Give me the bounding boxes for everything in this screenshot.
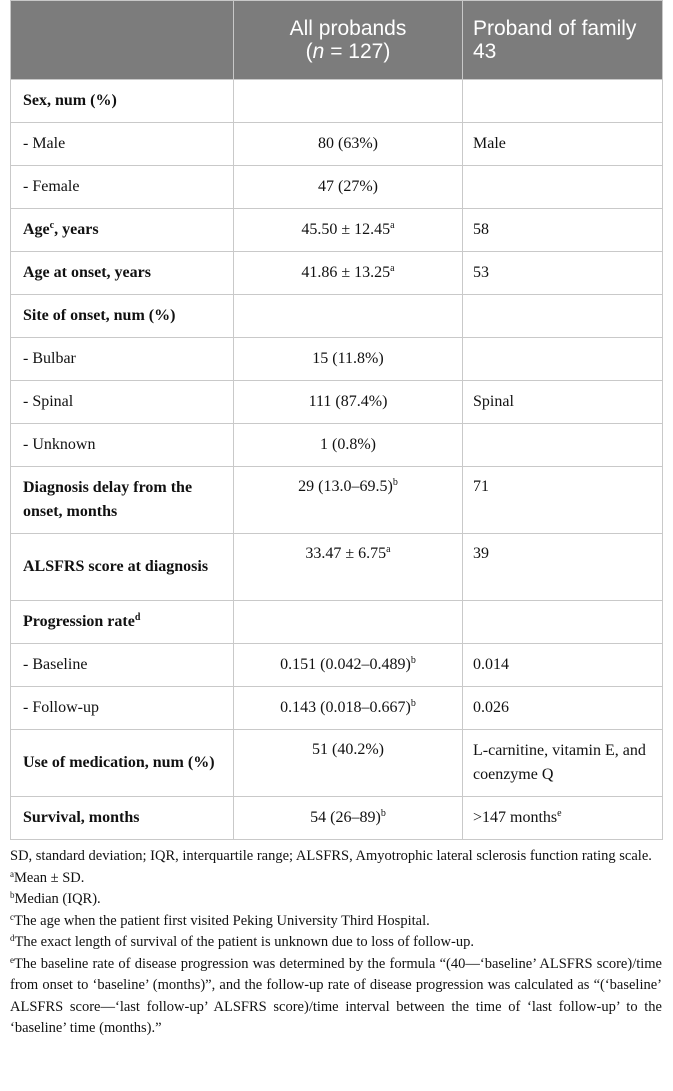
all-probands-value: 51 (40.2%) [234, 730, 463, 797]
all-probands-value: 1 (0.8%) [234, 424, 463, 467]
header-proband-family: Proband of family 43 [463, 1, 663, 80]
table-row [11, 252, 663, 295]
all-probands-value: 54 $(26-89)^b$ [234, 797, 463, 840]
row-label: Diagnosis delay from the onset, months [11, 467, 234, 534]
row-label: Site of onset, num (%) [11, 295, 234, 338]
row-label: ALSFRS score at diagnosis [11, 534, 234, 601]
footnote-b: $^b$Median (IQR). [10, 890, 101, 907]
family-value: 53 [463, 252, 663, 295]
row-label: Sex, num (%) [11, 80, 234, 123]
family-value [463, 424, 663, 467]
table-row [11, 601, 663, 644]
table-row [11, 687, 663, 730]
all-probands-value: 0.151 $(0.042-0.489)^b$ [234, 644, 463, 687]
all-probands-value [234, 80, 463, 123]
all-probands-value: 111 (87.4%) [234, 381, 463, 424]
footnote-a: $^a$Mean ± SD. [10, 868, 85, 886]
row-label: Use of medication, num (%) [11, 730, 234, 797]
header-row [11, 1, 663, 80]
row-label: - Spinal [11, 381, 234, 424]
family-value: L-carnitine, vitamin E, and coenzyme Q [463, 730, 663, 797]
family-value [463, 166, 663, 209]
family-value [463, 295, 663, 338]
header-all-probands: All probands (n = 127) [234, 1, 463, 80]
footnote-c: $^c$The age when the patient first visited Peking University Third Hospital. [10, 911, 430, 929]
row-label: - Female [11, 166, 234, 209]
all-probands-value: 47 (27%) [234, 166, 463, 209]
table-row [11, 424, 663, 467]
family-value: Male [463, 123, 663, 166]
table-row [11, 338, 663, 381]
family-value: Spinal [463, 381, 663, 424]
table-row [11, 166, 663, 209]
all-probands-value: 33.47 ± 6.75$^a$ [234, 534, 463, 601]
table-footnotes [10, 846, 662, 1040]
family-value: 0.014 [463, 644, 663, 687]
table-row [11, 644, 663, 687]
family-value: 0.026 [463, 687, 663, 730]
abbreviations-note: SD, standard deviation; IQR, interquartile range; ALSFRS, Amyotrophic lateral sclerosis function rating scale. [10, 848, 652, 864]
footnote-e: $^e$The baseline rate of disease progression was determined by the formula “(40—‘baseline’ ALSFRS score)/time from onset to ‘baseline’ (months)”, and the follow-up rate of disease progression was calculated as “(‘baseline’ ALSFRS score—‘last follow-up’ ALSFRS score)/time interval between the time of ‘last follow-up’ to the ‘baseline’ time (months).” [10, 954, 662, 1036]
table-row [11, 80, 663, 123]
characteristics-table [10, 0, 663, 840]
footnote-d: $^d$The exact length of survival of the patient is unknown due to loss of follow-up. [10, 933, 474, 950]
all-probands-value: 80 (63%) [234, 123, 463, 166]
row-label: - Baseline [11, 644, 234, 687]
row-label: Age$^c$, years [11, 209, 234, 252]
table-row [11, 534, 663, 601]
row-label: Survival, months [11, 797, 234, 840]
table-row [11, 381, 663, 424]
table-row [11, 730, 663, 797]
family-value: 58 [463, 209, 663, 252]
row-label: - Male [11, 123, 234, 166]
all-probands-value: 0.143 $(0.018-0.667)^b$ [234, 687, 463, 730]
table-row [11, 123, 663, 166]
family-value [463, 80, 663, 123]
row-label: - Follow-up [11, 687, 234, 730]
table-row [11, 467, 663, 534]
all-probands-value: 41.86 ± 13.25$^a$ [234, 252, 463, 295]
table-row [11, 797, 663, 840]
family-value [463, 338, 663, 381]
table-row [11, 295, 663, 338]
family-value [463, 601, 663, 644]
all-probands-value [234, 295, 463, 338]
all-probands-value: 45.50 ± 12.45$^a$ [234, 209, 463, 252]
table-row [11, 209, 663, 252]
family-value: 39 [463, 534, 663, 601]
row-label: Progression rate$^d$ [11, 601, 234, 644]
all-probands-value: 29 $(13.0-69.5)^b$ [234, 467, 463, 534]
family-value: 71 [463, 467, 663, 534]
all-probands-value: 15 (11.8%) [234, 338, 463, 381]
row-label: - Unknown [11, 424, 234, 467]
row-label: - Bulbar [11, 338, 234, 381]
row-label: Age at onset, years [11, 252, 234, 295]
family-value: >147 months$^e$ [463, 797, 663, 840]
all-probands-value [234, 601, 463, 644]
header-empty [11, 1, 234, 80]
